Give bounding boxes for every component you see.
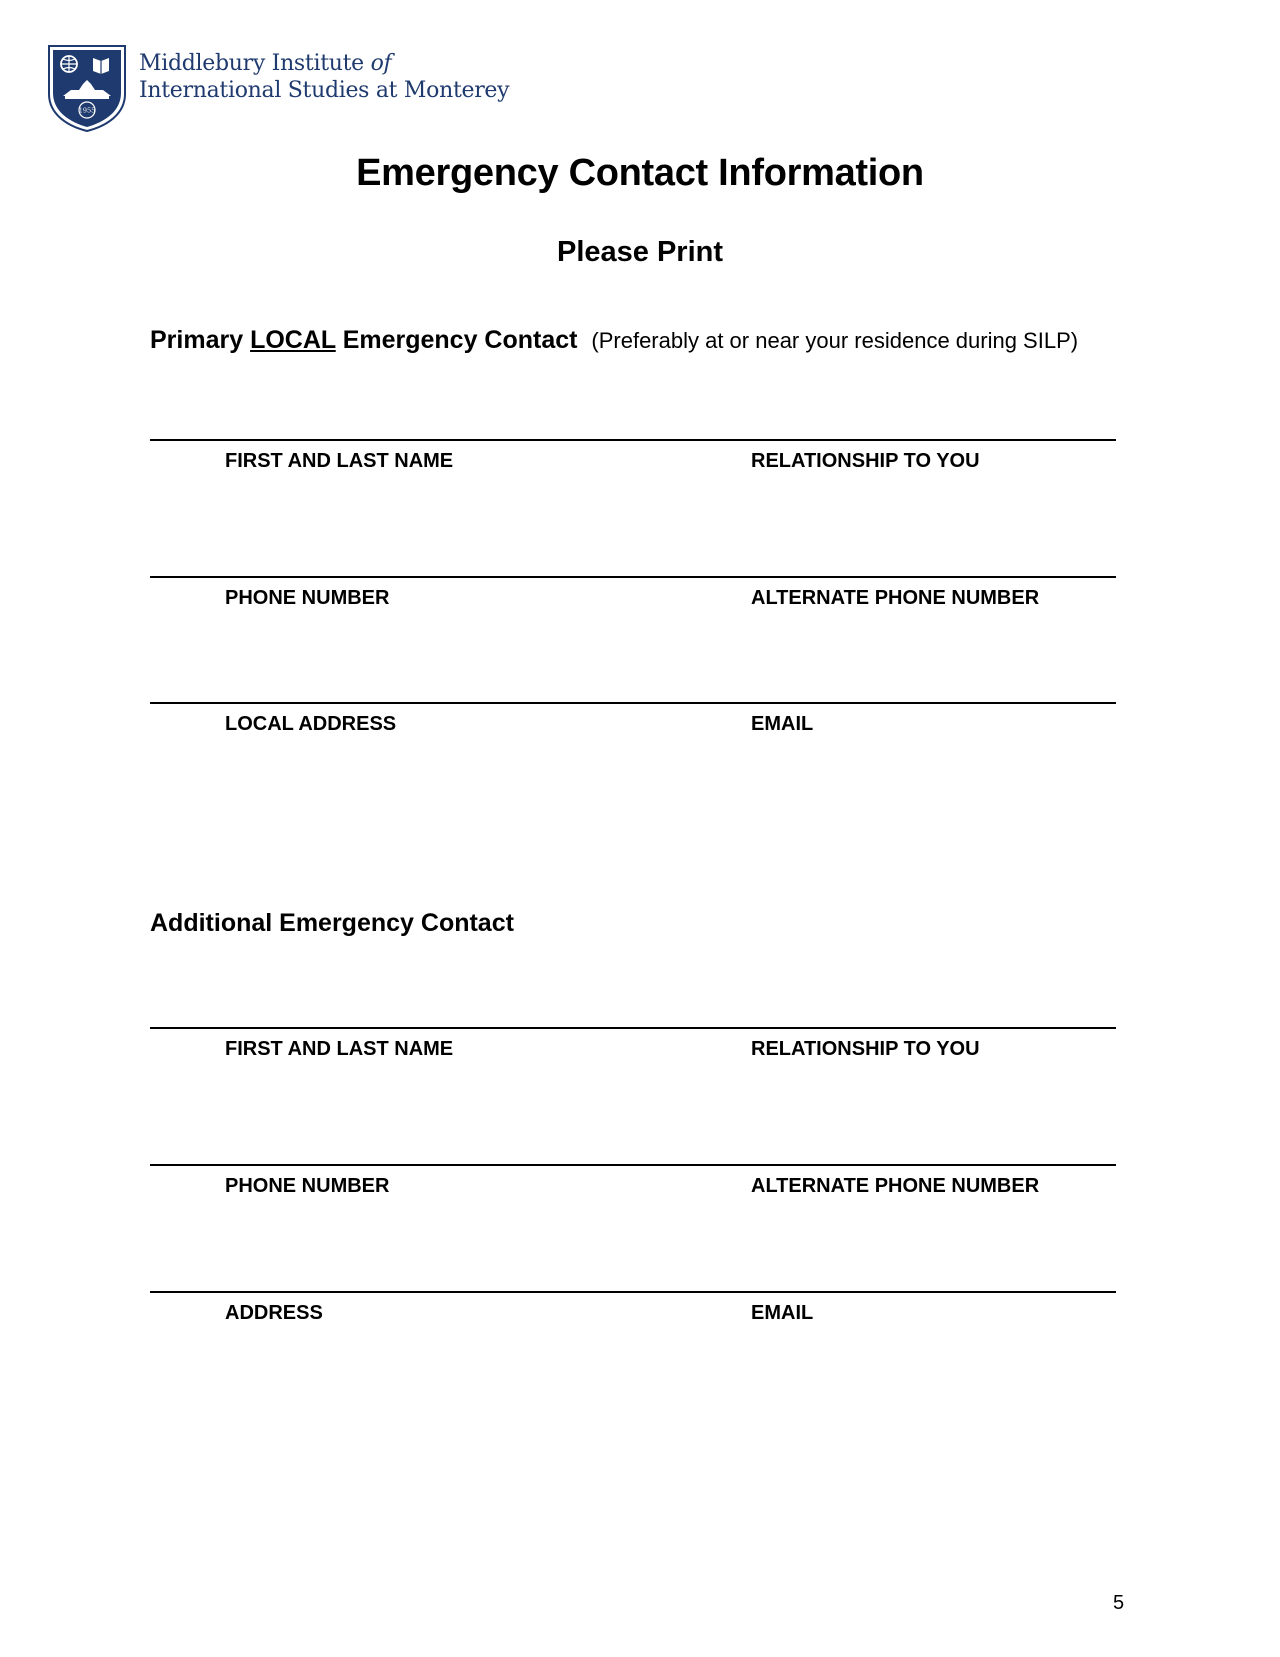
primary-heading-prefix: Primary: [150, 326, 244, 354]
primary-address-label: LOCAL ADDRESS: [225, 713, 397, 735]
additional-contact-heading: Additional Emergency Contact: [150, 909, 514, 937]
shield-crest-icon: [47, 44, 127, 132]
primary-name-row[interactable]: [150, 439, 1116, 479]
logo-line-1: [139, 50, 509, 77]
primary-phone-label: PHONE NUMBER: [225, 587, 390, 609]
additional-name-label: FIRST AND LAST NAME: [225, 1038, 454, 1060]
additional-phone-row[interactable]: [150, 1164, 1116, 1204]
additional-address-label: ADDRESS: [225, 1302, 323, 1324]
institute-logo: [47, 44, 509, 132]
additional-address-line[interactable]: [150, 1291, 1116, 1293]
additional-phone-line[interactable]: [150, 1164, 1116, 1166]
additional-address-row[interactable]: [150, 1291, 1116, 1331]
primary-heading-note: (Preferably at or near your residence during SILP): [591, 328, 1079, 353]
page-title: Emergency Contact Information: [356, 152, 924, 194]
logo-line-2: International Studies at Monterey: [139, 78, 510, 103]
additional-alt-phone-label: ALTERNATE PHONE NUMBER: [751, 1175, 1040, 1197]
primary-email-label: EMAIL: [751, 713, 814, 735]
primary-heading-local: LOCAL: [250, 326, 336, 354]
primary-address-line[interactable]: [150, 702, 1116, 704]
primary-name-label: FIRST AND LAST NAME: [225, 450, 454, 472]
logo-wordmark: [139, 50, 509, 104]
additional-email-label: EMAIL: [751, 1302, 814, 1324]
page-subtitle: Please Print: [556, 236, 724, 268]
primary-phone-line[interactable]: [150, 576, 1116, 578]
additional-phone-label: PHONE NUMBER: [225, 1175, 390, 1197]
logo-line-1-of: of: [370, 51, 392, 76]
primary-name-line[interactable]: [150, 439, 1116, 441]
page-number: 5: [1113, 1592, 1125, 1614]
primary-alt-phone-label: ALTERNATE PHONE NUMBER: [751, 587, 1040, 609]
logo-line-1-text: Middlebury Institute: [139, 51, 364, 76]
primary-contact-heading: [150, 326, 1078, 355]
primary-address-row[interactable]: [150, 702, 1116, 742]
additional-relationship-label: RELATIONSHIP TO YOU: [751, 1038, 980, 1060]
primary-relationship-label: RELATIONSHIP TO YOU: [751, 450, 980, 472]
additional-name-row[interactable]: [150, 1027, 1116, 1067]
seal-year: 1955: [78, 106, 96, 115]
additional-name-line[interactable]: [150, 1027, 1116, 1029]
primary-heading-suffix: Emergency Contact: [342, 326, 578, 354]
primary-phone-row[interactable]: [150, 576, 1116, 616]
